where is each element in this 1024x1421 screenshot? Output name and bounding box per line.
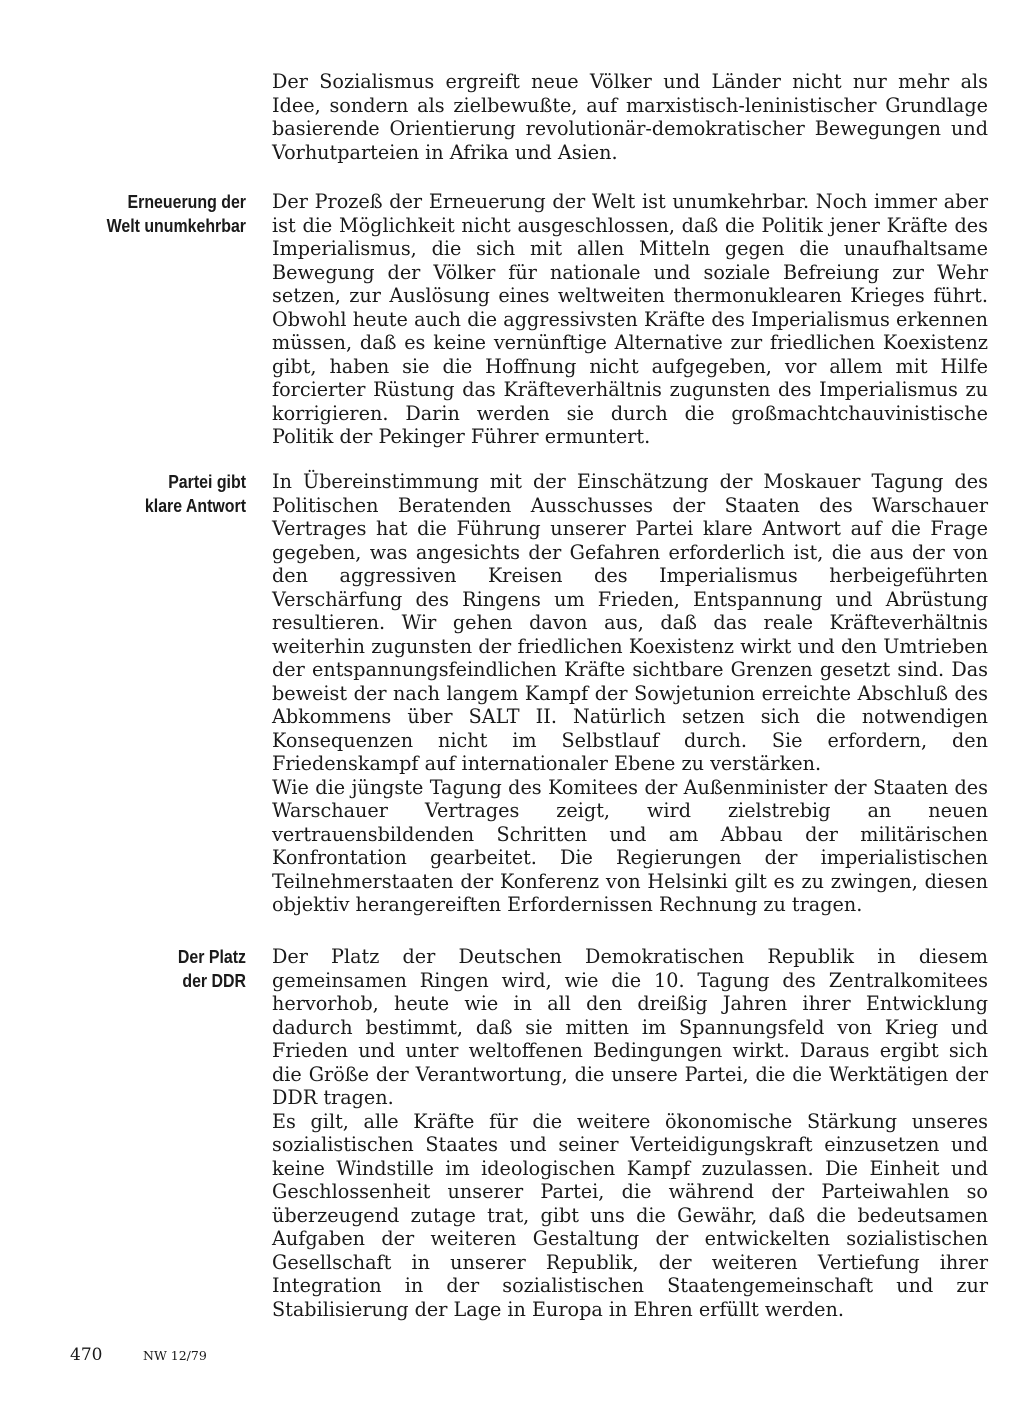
- body-paragraph: Wie die jüngste Tagung des Komitees der Außenminister der Staaten des Warschauer Vertrages zeigt, wird zielstrebig an neuen vertrauensbildenden Schritten und am Abbau der militärischen Konfrontation gearbeitet. Die Regierungen der imperialistischen Teilnehmerstaaten der Konferenz von Helsinki gilt es zu zwingen, diesen objektiv herangereiften Erfordernissen Rechnung zu tragen.: [272, 775, 988, 916]
- intro-section: [272, 70, 988, 164]
- margin-note-line: klare Antwort: [144, 494, 246, 516]
- body-paragraph: Der Platz der Deutschen Demokratischen Republik in diesem gemeinsamen Ringen wird, wie die 10. Tagung des Zentralkomitees hervorhob, heute wie in all den dreißig Jahren ihrer Entwicklung dadurch bestimmt, daß sie mitten im Spannungsfeld von Krieg und Frieden und unter weltoffenen Bedingungen wirkt. Daraus ergibt sich die Größe der Verantwortung, die unsere Partei, die die Werktätigen der DDR tragen.: [272, 945, 988, 1109]
- margin-note-line: Erneuerung der: [127, 191, 246, 212]
- body-paragraph: In Übereinstimmung mit der Einschätzung der Moskauer Tagung des Politischen Beratenden Ausschusses der Staaten des Warschauer Vertrages hat die Führung unserer Partei klare Antwort auf die Frage gegeben, was angesichts der Gefahren erforderlich ist, die aus der von den aggressiven Kreisen des Imperialismus herbeigeführten Verschärfung des Ringens um Frieden, Entspannung und Abrüstung resultieren. Wir gehen davon aus, daß das reale Kräfteverhältnis weiterhin zugunsten der friedlichen Koexistenz wirkt und den Umtrieben der entspannungsfeindlichen Kräfte sichtbare Grenzen gesetzt sind. Das beweist der nach langem Kampf der Sowjetunion erreichte Abschluß des Abkommens über SALT II. Natürlich setzen sich die notwendigen Konsequenzen nicht im Selbstlauf durch. Sie erfordern, den Friedenskampf auf internationaler Ebene zu verstärken.: [272, 470, 988, 775]
- source-reference: NW 12/79: [143, 1348, 207, 1363]
- margin-note-erneuerung: [74, 190, 246, 237]
- page-number: 470: [70, 1345, 103, 1365]
- body-paragraph: Der Prozeß der Erneuerung der Welt ist unumkehrbar. Noch immer aber ist die Möglichkeit nicht ausgeschlossen, daß die Politik jener Kräfte des Imperialismus, die sich mit allen Mitteln gegen die unaufhaltsame Bewegung der Völker für nationale und soziale Befreiung zur Wehr setzen, zur Auslösung eines weltweiten thermonuklearen Krieges führt. Obwohl heute auch die aggressivsten Kräfte des Imperialismus erkennen müssen, daß es keine vernünftige Alternative zur friedlichen Koexistenz gibt, haben sie die Hoffnung nicht aufgegeben, vor allem mit Hilfe forcierter Rüstung das Kräfteverhältnis zugunsten des Imperialismus zu korrigieren. Darin werden sie durch die großmachtchauvinistische Politik der Pekinger Führer ermuntert.: [272, 190, 988, 448]
- section-partei: [272, 470, 988, 917]
- margin-note-ddr: [74, 945, 246, 992]
- margin-note-line: Der Platz: [177, 946, 246, 967]
- margin-note-line: Welt unumkehrbar: [106, 214, 246, 236]
- margin-note-line: der DDR: [182, 969, 246, 991]
- body-paragraph: Es gilt, alle Kräfte für die weitere ökonomische Stärkung unseres sozialistischen Staates und seiner Verteidigungskraft einzusetzen und keine Windstille im ideologischen Kampf zuzulassen. Die Einheit und Geschlossenheit unserer Partei, die während der Parteiwahlen so überzeugend zutage trat, gibt uns die Gewähr, daß die bedeutsamen Aufgaben der weiteren Gestaltung der entwickelten sozialistischen Gesellschaft in unserer Republik, der weiteren Vertiefung ihrer Integration in der sozialistischen Staatengemeinschaft und zur Stabilisierung der Lage in Europa in Ehren erfüllt werden.: [272, 1109, 988, 1321]
- intro-paragraph: Der Sozialismus ergreift neue Völker und Länder nicht nur mehr als Idee, sondern als zielbewußte, auf marxistisch-leninistischer Grundlage basierende Orientierung revolutionär-demokratischer Bewegungen und Vorhutparteien in Afrika und Asien.: [272, 70, 988, 164]
- section-ddr: [272, 945, 988, 1321]
- margin-note-partei: [74, 470, 246, 517]
- margin-note-line: Partei gibt: [168, 471, 246, 492]
- section-erneuerung: [272, 190, 988, 449]
